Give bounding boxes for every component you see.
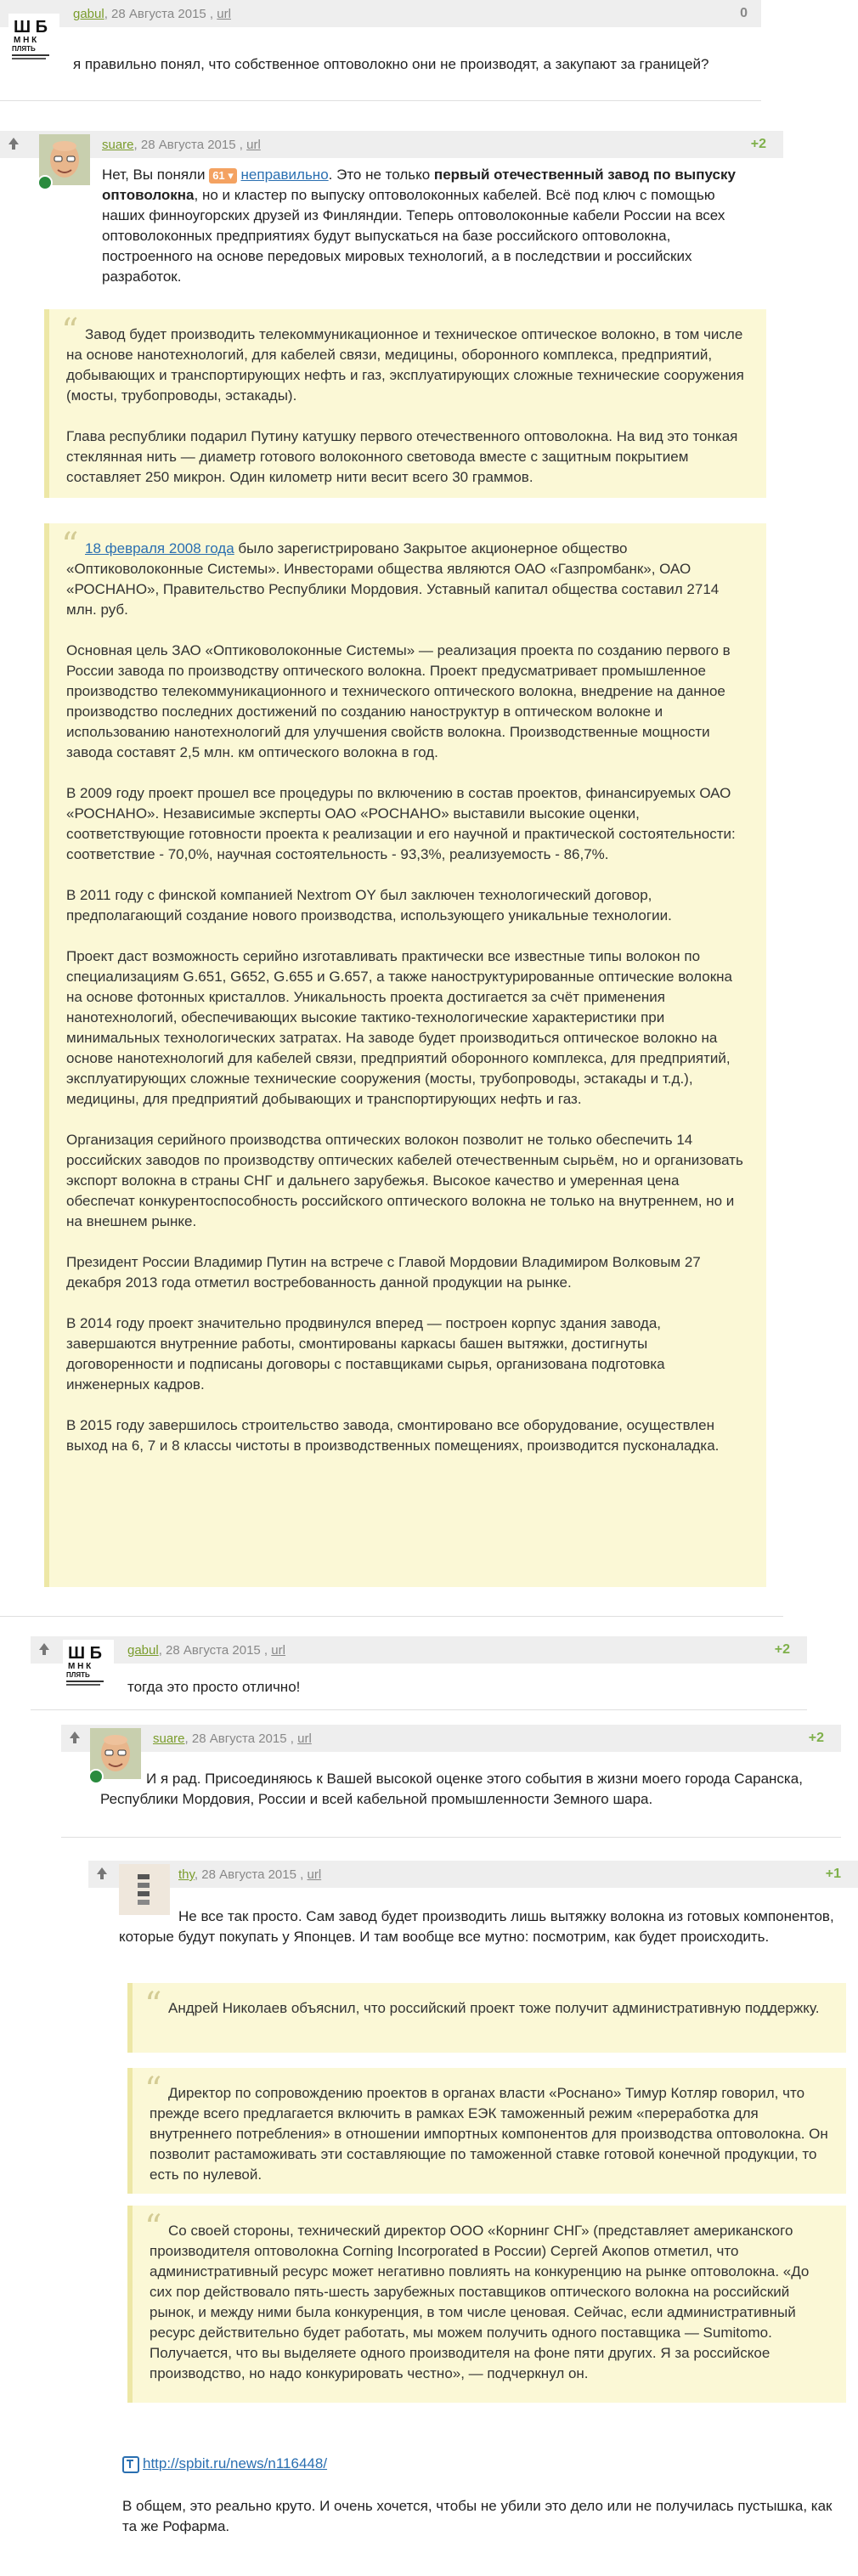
date-link[interactable]: 18 февраля 2008 года (85, 540, 234, 556)
comment-date: 28 Августа 2015 (166, 1643, 261, 1658)
comment-permalink[interactable]: url (217, 7, 231, 21)
comment-permalink[interactable]: url (307, 1867, 322, 1882)
source-link-row (122, 2454, 327, 2474)
comment-header: suare, 28 Августа 2015 , url +2 (61, 1725, 841, 1752)
inline-link[interactable]: неправильно (240, 167, 329, 183)
comment-header: suare, 28 Августа 2015 , url +2 (0, 131, 783, 158)
svg-text:ПЛЯТЬ: ПЛЯТЬ (12, 45, 36, 53)
blockquote: “ Со своей стороны, технический директор ООО «Корнинг СНГ» (представляет американского производителя оптоволокна Corning Incorporated в России) Сергей Акопов отметил, что административный ресурс может негативно повлиять на конкуренцию на рынке оптоволокна. «До сих пор действовало пять-шесть зарубежных поставщиков оптического волокна на российский рынок, и между ними была конкуренция, в том числе ценовая. Сейчас, если административный ресурс действительно будет работать, мы можем получить одного поставщика — Sumitomo. Получается, что вы выделяете одного производителя на фоне пяти других. Я за российское производство, но надо конкурировать честно», — подчеркнул он. (127, 2206, 846, 2403)
comment-gabul-1 (0, 0, 761, 102)
comment-text: я правильно понял, что собственное оптоволокно они не производят, а закупают за границей? (73, 56, 709, 72)
comment-text: тогда это просто отлично! (127, 1679, 301, 1695)
comment-text: И я рад. Присоединяюсь к Вашей высокой оценке этого события в жизни моего города Саранска, Республики Мордовия, России и всей кабельной промышленности Земного шара. (100, 1771, 803, 1807)
comment-date: 28 Августа 2015 (140, 138, 236, 152)
svg-text:ПЛЯТЬ: ПЛЯТЬ (66, 1671, 90, 1679)
comment-date: 28 Августа 2015 (111, 7, 206, 21)
comment-author[interactable]: gabul (73, 7, 104, 21)
document-link-icon (122, 2456, 139, 2473)
blockquote: “ Директор по сопровождению проектов в органах власти «Роснано» Тимур Котляр говорил, что прежде всего предлагается включить в рамках ЕЭК таможенный режим «переработка для внутреннего потребления» в отношении импортных компонентов для производства оптоволокна. Он позволит растаможивать эти составляющие по таможенной ставке готовой конечной продукции, то есть по нулевой. (127, 2068, 846, 2194)
comment-suare-2 (61, 1725, 841, 1839)
avatar[interactable] (63, 1640, 114, 1691)
comment-permalink[interactable]: url (297, 1731, 312, 1746)
quote-mark-icon: “ (61, 526, 79, 565)
source-link[interactable]: http://spbit.ru/news/n116448/ (143, 2455, 328, 2471)
comment-author[interactable]: suare (102, 138, 134, 152)
svg-text:М Н К: М Н К (14, 36, 37, 45)
comment-header: gabul, 28 Августа 2015 , url 0 (0, 0, 761, 27)
blockquote: “ Завод будет производить телекоммуникационное и техническое оптическое волокно, в том числе на основе нанотехнологий, для кабелей связи, медицины, оборонного комплекса, предприятий, добывающих и транспортирующих нефть и газ, эксплуатирующих сложные технические сооружения (мосты, трубопроводы, эстакады). Глава республики подарил Путину катушку первого отечественного оптоволокна. На вид это тонкая стеклянная нить — диаметр готового волоконного световода вместе с защитным покрытием составляет 250 микрон. Один километр нити весит всего 30 граммов. (44, 309, 766, 498)
svg-text:М Н К: М Н К (68, 1662, 92, 1671)
blockquote: “ Андрей Николаев объяснил, что российский проект тоже получит административную поддержку. (127, 1983, 846, 2053)
comment-gabul-2 (31, 1636, 807, 1711)
svg-text:Ш Б: Ш Б (14, 18, 48, 37)
comment-permalink[interactable]: url (246, 138, 261, 152)
parent-comment-arrow-icon[interactable] (97, 1867, 107, 1874)
quote-mark-icon: “ (144, 2208, 162, 2247)
comment-score: +2 (808, 1731, 824, 1745)
comment-score: 0 (740, 6, 748, 20)
comment-permalink[interactable]: url (271, 1643, 285, 1658)
parent-comment-arrow-icon[interactable] (39, 1643, 49, 1650)
svg-text:Ш Б: Ш Б (68, 1644, 103, 1663)
comment-text: Нет, Вы поняли 61 ▾ неправильно. Это не только первый отечественный завод по выпуску оптоволокна, но и кластер по выпуску оптоволоконных кабелей. Всё под ключ с помощью наших финноугорских друзей из Финляндии. Теперь оптоволоконные кабели России на всех оптоволоконных предприятиях будут выпускаться на базе российского оптоволокна, построенного на основе передовых мировых технологий, а в последствии и российских разработок. (102, 167, 736, 285)
comment-header: gabul, 28 Августа 2015 , url +2 (31, 1636, 807, 1664)
avatar[interactable] (8, 14, 59, 65)
avatar-eyechart-icon (8, 14, 59, 65)
parent-comment-arrow-icon[interactable] (70, 1731, 80, 1738)
comment-author[interactable]: suare (153, 1731, 185, 1746)
avatar-eyechart-icon (63, 1640, 114, 1691)
comment-author[interactable]: gabul (127, 1643, 159, 1658)
parent-comment-arrow-icon[interactable] (8, 138, 19, 144)
comment-text: Не все так просто. Сам завод будет производить лишь вытяжку волокна из готовых компонентов, которые будут покупать у Японцев. И там вообще все мутно: посмотрим, как будет происходить. (119, 1908, 834, 1945)
verified-check-icon (37, 175, 53, 190)
quote-mark-icon: “ (144, 2070, 162, 2110)
comment-score: +2 (750, 137, 766, 151)
comment-thy (88, 1861, 858, 2576)
comment-date: 28 Августа 2015 (201, 1867, 296, 1882)
karma-badge[interactable]: 61 ▾ (209, 168, 237, 184)
comment-tail-text: В общем, это реально круто. И очень хочется, чтобы не убили это дело или не получилась пустышка, как та же Рофарма. (122, 2498, 833, 2534)
quote-mark-icon: “ (144, 1986, 162, 2025)
comment-score: +2 (774, 1642, 790, 1657)
quote-mark-icon: “ (61, 312, 79, 351)
comment-suare-1 (0, 131, 783, 1621)
comment-header: thy, 28 Августа 2015 , url +1 (88, 1861, 858, 1888)
comment-score: +1 (825, 1867, 841, 1881)
comment-date: 28 Августа 2015 (191, 1731, 287, 1746)
blockquote: “ 18 февраля 2008 года было зарегистрировано Закрытое акционерное общество «Оптиковолоконные Системы». Инвесторами общества являются ОАО «Газпромбанк», ОАО «РОСНАНО», Правительство Республики Мордовия. Уставный капитал общества составил 2714 млн. руб. Основная цель ЗАО «Оптиковолоконные Системы» — реализация проекта по созданию первого в России завода по производству оптического волокна. Проект предусматривает промышленное производство телекоммуникационного и технического оптического волокна, внедрение на данное производство последних достижений по созданию наноструктур в оптическом волокне и использованию нанотехнологий для улучшения свойств волокна. Производственные мощности завода составят 2,5 млн. км оптического волокна в год. В 2009 году проект прошел все процедуры по включению в состав проектов, финансируемых ОАО «РОСНАНО». Независимые эксперты ОАО «РОСНАНО» выставили высокие оценки, соответствующие готовности проекта к реализации и его научной и практической состоятельности: соответствие - 70,0%, научная состоятельность - 93,3%, реализуемость - 86,7%. В 2011 году с финской компанией Nextrom OY был заключен технологический договор, предполагающий создание нового производства, использующего уникальные технологии. Проект даст возможность серийно изготавливать практически все известные типы волокон по специализациям G.651, G652, G.655 и G.657, а также наноструктурированные оптические волокна на основе фотонных кристаллов. Уникальность проекта достигается за счёт применения нанотехнологий, обеспечивающих высокие тактико-технологические характеристики при минимальных технологических затратах. На заводе будет производиться оптическое волокно на основе нанотехнологий для кабелей связи, предприятий оборонного комплекса, для предприятий, эксплуатирующих сложные технические сооружения (мосты, трубопроводы, эстакады и т.д.), медицины, для предприятий добывающих и транспортирующих нефть и газ. Организация серийного производства оптических волокон позволит не только обеспечить 14 российских заводов по производству оптических кабелей отечественным сырьём, но и организовать экспорт волокна в страны СНГ и дальнего зарубежья. Высокое качество и умеренная цена обеспечат конкурентоспособность российского оптического волокна не только на внутреннем, но и на внешнем рынке. Президент России Владимир Путин на встрече с Главой Мордовии Владимиром Волковым 27 декабря 2013 года отметил востребованность данной продукции на рынке. В 2014 году проект значительно продвинулся вперед — построен корпус здания завода, завершаются внутренние работы, смонтированы каркасы башен вытяжки, достигнуты договоренности и подписаны договоры с поставщиками сырья, организована подготовка инженерных кадров. В 2015 году завершилось строительство завода, смонтировано все оборудование, осуществлен выход на 6, 7 и 8 классы чистоты в производственных помещениях, производится пусконаладка. (44, 523, 766, 1587)
comment-author[interactable]: thy (178, 1867, 195, 1882)
